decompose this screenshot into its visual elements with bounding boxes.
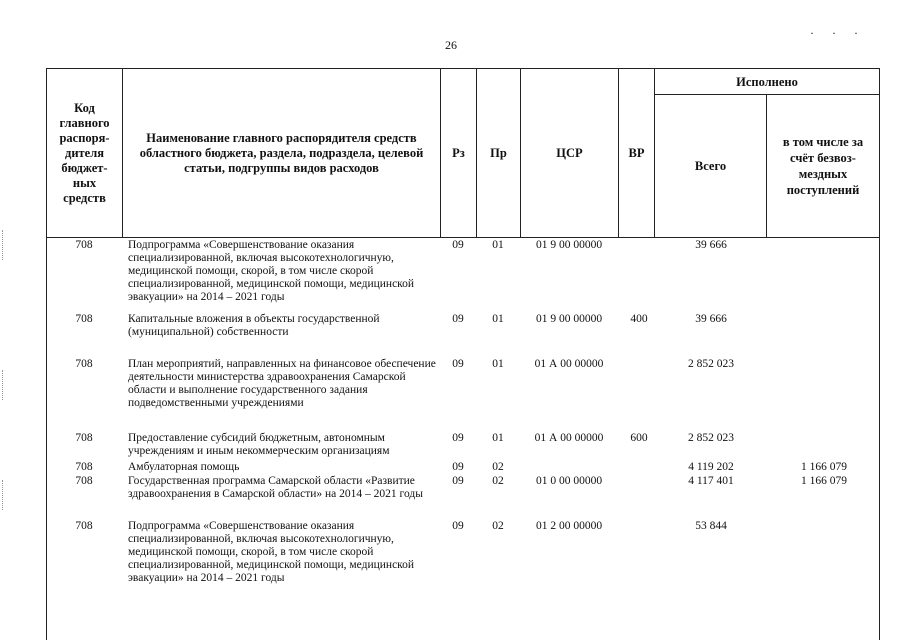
header-executed <box>655 69 879 95</box>
cell-code: 708 <box>75 432 93 444</box>
cell-total: 2 852 023 <box>688 358 734 370</box>
cell-csr: 01 А 00 00000 <box>534 358 604 370</box>
header-executed-group <box>655 69 879 237</box>
cell-csr: 01 0 00 00000 <box>535 475 603 487</box>
scan-edge-mark <box>2 370 6 400</box>
cell-name: Предоставление субсидий бюджетным, автономным учреждениям и иным некоммерческим организациям <box>128 432 390 457</box>
cell-pr: 01 <box>492 313 504 325</box>
cell-pr: 01 <box>492 432 504 444</box>
cell-rz: 09 <box>452 461 464 473</box>
header-total <box>655 95 767 237</box>
header-rz-label: Рз <box>452 145 465 160</box>
cell-total: 53 844 <box>695 520 727 532</box>
cell-pr: 02 <box>492 475 504 487</box>
cell-name: Государственная программа Самарской области «Развитие здравоохранения в Самарской области» на 2014 – 2021 годы <box>128 475 423 500</box>
cell-csr: 01 9 00 00000 <box>535 239 603 251</box>
header-free <box>767 95 879 237</box>
scan-edge-mark <box>2 230 6 260</box>
cell-name: Капитальные вложения в объекты государственной (муниципальной) собственности <box>128 313 380 338</box>
cell-code: 708 <box>75 475 93 487</box>
header-code-label: Код главного распоря-дителя бюджет-ных средств <box>59 100 110 205</box>
cell-csr: 01 9 00 00000 <box>535 313 603 325</box>
cell-rz: 09 <box>452 358 464 370</box>
cell-rz: 09 <box>452 239 464 251</box>
cell-total: 4 117 401 <box>688 475 734 487</box>
cell-total: 4 119 202 <box>688 461 734 473</box>
cell-code: 708 <box>75 461 93 473</box>
cell-code: 708 <box>75 239 93 251</box>
header-csr-label: ЦСР <box>556 145 583 160</box>
header-name-label: Наименование главного распорядителя средств областного бюджета, раздела, подраздела, целевой статьи, подгруппы видов расходов <box>139 130 424 175</box>
cell-csr: 01 2 00 00000 <box>535 520 603 532</box>
cell-name: План мероприятий, направленных на финансовое обеспечение деятельности министерства здравоохранения Самарской области и выполнение государственного задания подведомственными учреждениями <box>128 358 436 409</box>
cell-total: 39 666 <box>695 239 727 251</box>
table-right-border <box>879 237 880 640</box>
header-total-label: Всего <box>694 159 727 173</box>
header-pr <box>477 69 521 237</box>
cell-rz: 09 <box>452 313 464 325</box>
cell-name: Подпрограмма «Совершенствование оказания специализированной, включая высокотехнологичную, медицинской помощи, скорой, в том числе скорой специализированной, медицинской помощи, медицинской эвакуации» на 2014 – 2021 годы <box>128 239 415 303</box>
header-name <box>123 69 441 237</box>
cell-total: 2 852 023 <box>688 432 734 444</box>
header-free-label: в том числе за счёт безвоз-мездных поступлений <box>782 135 864 197</box>
page-number: 26 <box>445 38 457 52</box>
cell-pr: 01 <box>492 239 504 251</box>
cell-code: 708 <box>75 520 93 532</box>
cell-code: 708 <box>75 313 93 325</box>
cell-vr: 400 <box>630 313 648 325</box>
header-pr-label: Пр <box>490 145 507 160</box>
header-csr <box>521 69 619 237</box>
cell-total: 39 666 <box>695 313 727 325</box>
cell-free: 1 166 079 <box>801 475 847 487</box>
header-vr <box>619 69 655 237</box>
cell-free: 1 166 079 <box>801 461 847 473</box>
cell-rz: 09 <box>452 432 464 444</box>
cell-pr: 01 <box>492 358 504 370</box>
header-vr-label: ВР <box>628 145 645 160</box>
cell-rz: 09 <box>452 520 464 532</box>
header-code <box>47 69 123 237</box>
table-header <box>46 68 880 238</box>
cell-code: 708 <box>75 358 93 370</box>
scan-specks: ·​·​· <box>810 26 876 40</box>
cell-name: Амбулаторная помощь <box>128 461 240 473</box>
cell-pr: 02 <box>492 520 504 532</box>
cell-rz: 09 <box>452 475 464 487</box>
cell-pr: 02 <box>492 461 504 473</box>
scan-edge-mark <box>2 480 6 510</box>
cell-csr: 01 А 00 00000 <box>534 432 604 444</box>
header-executed-label: Исполнено <box>736 74 798 89</box>
cell-name: Подпрограмма «Совершенствование оказания специализированной, включая высокотехнологичную, медицинской помощи, скорой, в том числе скорой специализированной, медицинской помощи, медицинской эвакуации» на 2014 – 2021 годы <box>128 520 415 584</box>
header-rz <box>441 69 477 237</box>
cell-vr: 600 <box>630 432 648 444</box>
